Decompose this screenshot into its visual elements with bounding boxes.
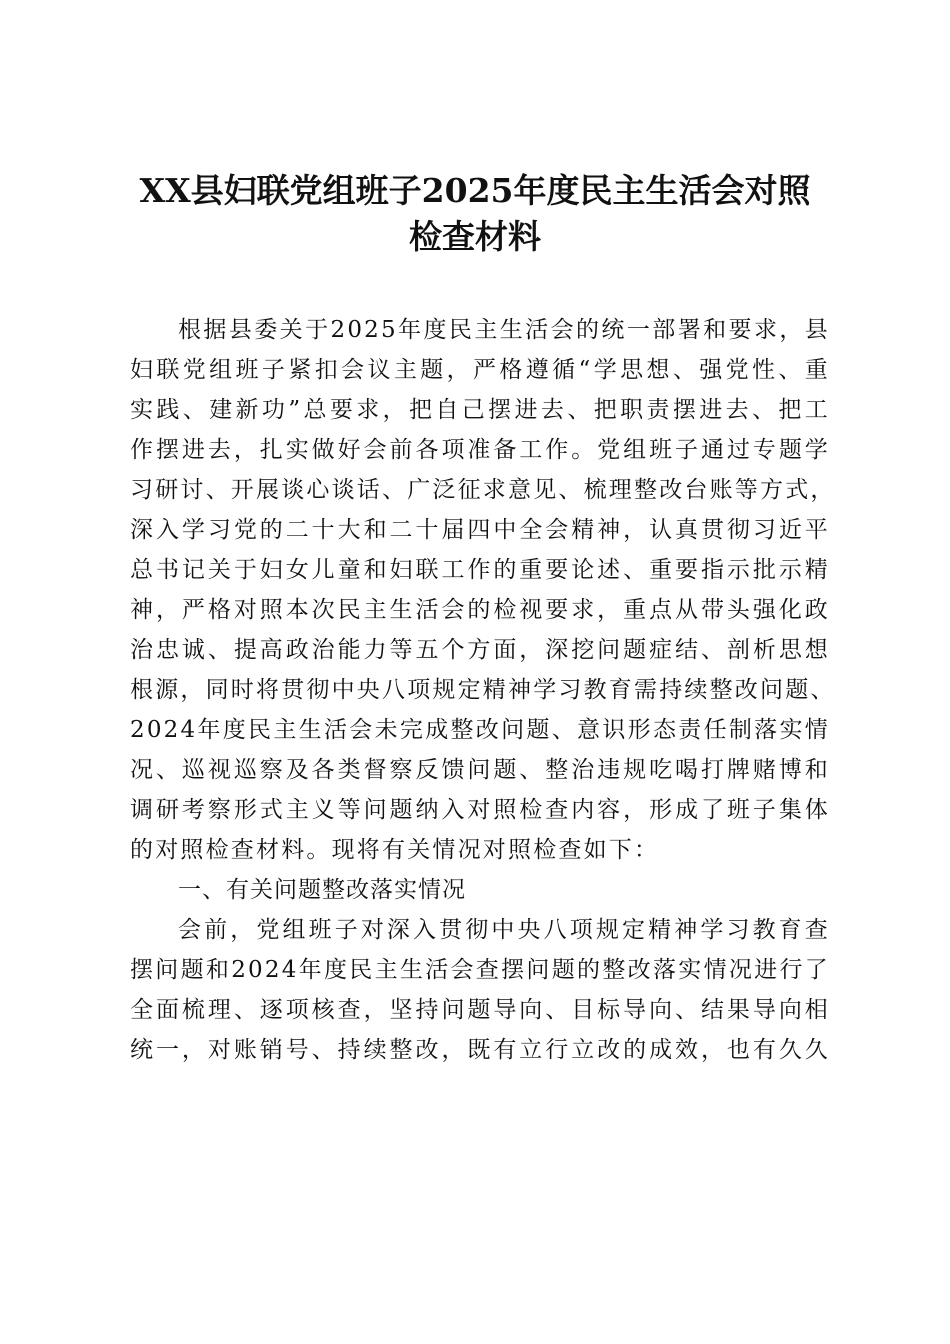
paragraph-2-line: 统一，对账销号、持续整改，既有立行立改的成效，也有久久 [130, 1037, 830, 1063]
paragraph-2-line: 全面梳理、逐项核查，坚持问题导向、目标导向、结果导向相 [130, 997, 830, 1023]
paragraph-1-line: 妇联党组班子紧扣会议主题，严格遵循“学思想、强党性、重 [130, 357, 830, 383]
paragraph-1-line: 习研讨、开展谈心谈话、广泛征求意见、梳理整改台账等方式， [130, 477, 836, 503]
paragraph-1-line: 况、巡视巡察及各类督察反馈问题、整治违规吃喝打牌赌博和 [130, 757, 830, 783]
paragraph-1-line: 调研考察形式主义等问题纳入对照检查内容，形成了班子集体 [130, 797, 830, 823]
paragraph-1-line: 作摆进去，扎实做好会前各项准备工作。党组班子通过专题学 [130, 437, 830, 463]
paragraph-1-line: 治忠诚、提高政治能力等五个方面，深挖问题症结、剖析思想 [130, 637, 830, 663]
document-title-line-1: XX县妇联党组班子2025年度民主生活会对照 [139, 171, 811, 210]
paragraph-1-line: 总书记关于妇女儿童和妇联工作的重要论述、重要指示批示精 [130, 557, 830, 583]
paragraph-1-line: 2024年度民主生活会未完成整改问题、意识形态责任制落实情 [130, 717, 830, 743]
document-title-line-2: 检查材料 [409, 217, 541, 256]
paragraph-2-line: 会前，党组班子对深入贯彻中央八项规定精神学习教育查 [178, 917, 830, 943]
section-1-heading: 一、有关问题整改落实情况 [178, 877, 466, 903]
paragraph-1-line: 根源，同时将贯彻中央八项规定精神学习教育需持续整改问题、 [130, 677, 836, 703]
paragraph-1-line: 实践、建新功”总要求，把自己摆进去、把职责摆进去、把工 [130, 397, 830, 423]
paragraph-2-line: 摆问题和2024年度民主生活会查摆问题的整改落实情况进行了 [130, 957, 830, 983]
paragraph-1-line: 根据县委关于2025年度民主生活会的统一部署和要求，县 [178, 317, 830, 343]
paragraph-1-line: 神，严格对照本次民主生活会的检视要求，重点从带头强化政 [130, 597, 830, 623]
paragraph-1-line: 深入学习党的二十大和二十届四中全会精神，认真贯彻习近平 [130, 517, 830, 543]
paragraph-1-line: 的对照检查材料。现将有关情况对照检查如下： [130, 837, 660, 863]
